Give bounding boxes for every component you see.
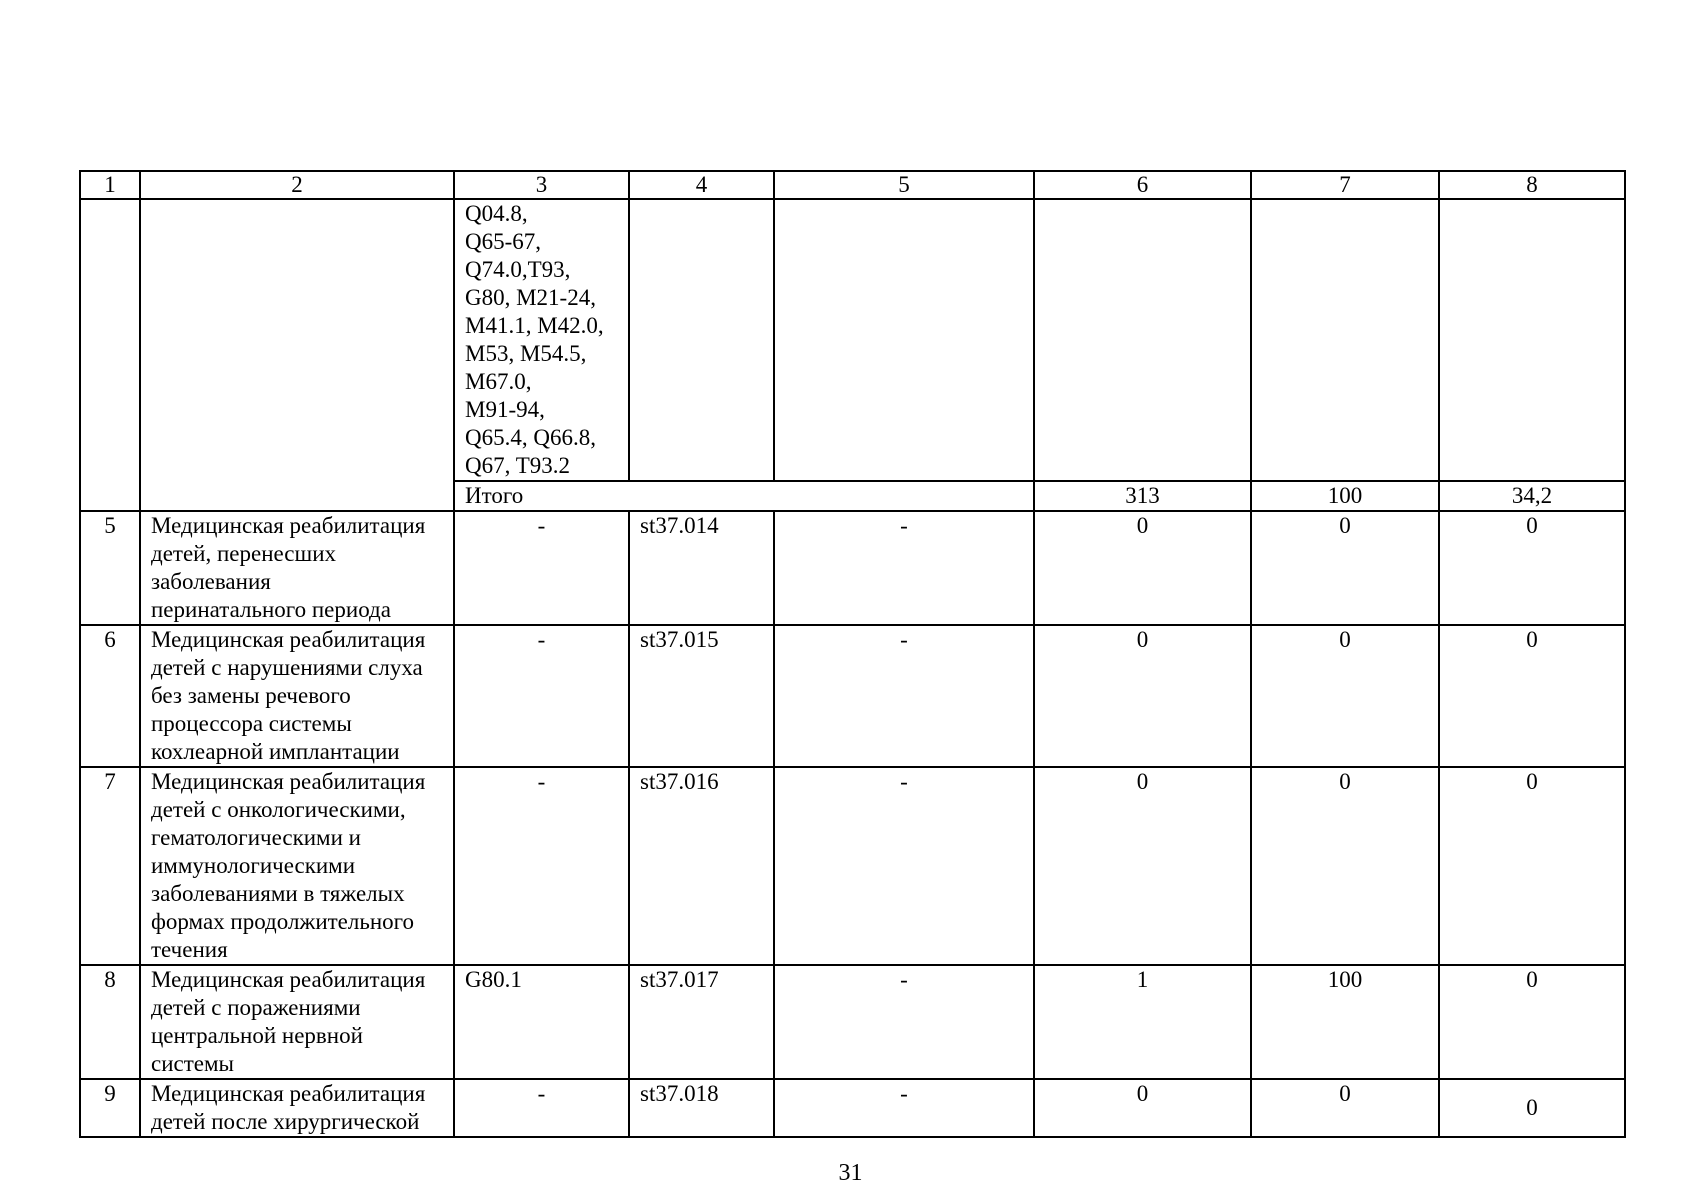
row-code: st37.015	[629, 625, 774, 767]
row-col7: 0	[1251, 511, 1439, 625]
continuation-row	[80, 199, 1625, 481]
row-name: Медицинская реабилитация детей после хирургической	[140, 1079, 454, 1137]
empty-cell	[1034, 199, 1251, 481]
header-row	[80, 171, 1625, 199]
continuation-num-cell	[80, 199, 140, 511]
row-col5: -	[774, 625, 1034, 767]
row-col7: 0	[1251, 1079, 1439, 1137]
row-col8: 0	[1439, 511, 1625, 625]
table-row	[80, 511, 1625, 625]
table-row	[80, 625, 1625, 767]
row-col5: -	[774, 511, 1034, 625]
row-number: 8	[80, 965, 140, 1079]
row-col8: 0	[1439, 625, 1625, 767]
row-col3: -	[454, 767, 629, 965]
header-cell-6: 6	[1034, 171, 1251, 199]
row-name: Медицинская реабилитация детей с нарушениями слуха без замены речевого процессора системы кохлеарной имплантации	[140, 625, 454, 767]
empty-cell	[629, 199, 774, 481]
row-col6: 0	[1034, 511, 1251, 625]
row-number: 6	[80, 625, 140, 767]
row-col8: 0	[1526, 1095, 1538, 1120]
page-number: 31	[838, 1160, 863, 1186]
row-number: 9	[80, 1079, 140, 1137]
data-table	[79, 170, 1626, 1138]
empty-cell	[1439, 199, 1625, 481]
row-number: 7	[80, 767, 140, 965]
total-col7: 100	[1251, 481, 1439, 511]
row-col6: 0	[1034, 767, 1251, 965]
row-name: Медицинская реабилитация детей, перенесших заболевания перинатального периода	[140, 511, 454, 625]
header-cell-7: 7	[1251, 171, 1439, 199]
row-col5: -	[774, 965, 1034, 1079]
total-col6: 313	[1034, 481, 1251, 511]
row-col3: G80.1	[454, 965, 629, 1079]
row-col8: 0	[1439, 767, 1625, 965]
header-cell-3: 3	[454, 171, 629, 199]
row-number: 5	[80, 511, 140, 625]
empty-cell	[774, 199, 1034, 481]
row-col5: -	[774, 767, 1034, 965]
empty-cell	[1251, 199, 1439, 481]
row-name: Медицинская реабилитация детей с онкологическими, гематологическими и иммунологическими заболеваниями в тяжелых формах продолжительного течения	[140, 767, 454, 965]
row-code: st37.018	[629, 1079, 774, 1137]
header-cell-5: 5	[774, 171, 1034, 199]
diagnosis-codes-cell: Q04.8, Q65-67, Q74.0,T93, G80, M21-24, M41.1, M42.0, M53, M54.5, M67.0, M91-94, Q65.4, Q66.8, Q67, T93.2	[454, 199, 629, 481]
row-col3: -	[454, 1079, 629, 1137]
header-cell-4: 4	[629, 171, 774, 199]
header-cell-2: 2	[140, 171, 454, 199]
row-name: Медицинская реабилитация детей с поражениями центральной нервной системы	[140, 965, 454, 1079]
table-row	[80, 965, 1625, 1079]
row-col6: 1	[1034, 965, 1251, 1079]
total-label: Итого	[454, 481, 1034, 511]
header-cell-8: 8	[1439, 171, 1625, 199]
row-code: st37.014	[629, 511, 774, 625]
row-col7: 0	[1251, 767, 1439, 965]
total-col8: 34,2	[1439, 481, 1625, 511]
row-code: st37.017	[629, 965, 774, 1079]
continuation-name-cell	[140, 199, 454, 511]
row-col7: 0	[1251, 625, 1439, 767]
row-col8-cell	[1439, 1079, 1625, 1137]
row-col3: -	[454, 511, 629, 625]
row-col8: 0	[1439, 965, 1625, 1079]
row-col7: 100	[1251, 965, 1439, 1079]
table-row	[80, 1079, 1625, 1137]
row-code: st37.016	[629, 767, 774, 965]
row-col3: -	[454, 625, 629, 767]
row-col6: 0	[1034, 1079, 1251, 1137]
row-col6: 0	[1034, 625, 1251, 767]
row-col5: -	[774, 1079, 1034, 1137]
table-row	[80, 767, 1625, 965]
header-cell-1: 1	[80, 171, 140, 199]
